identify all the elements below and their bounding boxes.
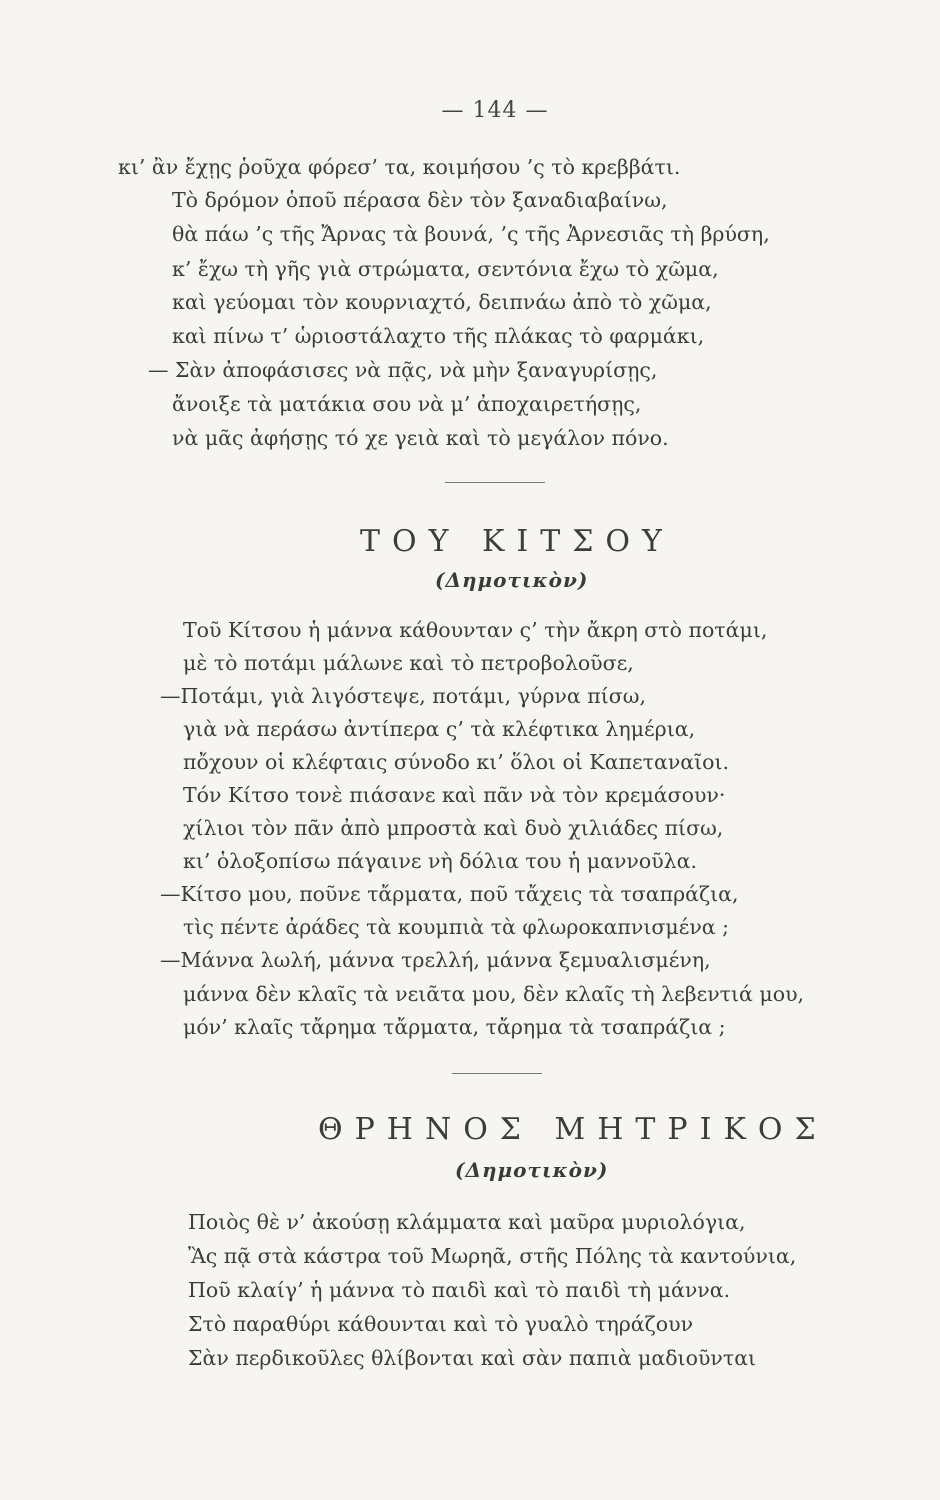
poem-line: κ’ ἔχω τὴ γῆς γιὰ στρώματα, σεντόνια ἔχω τὸ χῶμα, [172,257,719,281]
poem-line: νὰ μᾶς ἀφήσῃς τό χε γειὰ καὶ τὸ μεγάλον πόνο. [172,426,669,450]
poem-line: Σὰν περδικοῦλες θλίβονται καὶ σὰν παπιὰ μαδιοῦνται [188,1346,757,1370]
poem-line: Ποιὸς θὲ ν’ ἀκούσῃ κλάμματα καὶ μαῦρα μυριολόγια, [188,1210,746,1234]
section-subtitle: (Δημοτικὸν) [435,568,589,592]
poem-line: γιὰ νὰ περάσω ἀντίπερα ς’ τὰ κλέφτικα λημέρια, [183,717,696,741]
poem-line: —Ποτάμι, γιὰ λιγόστεψε, ποτάμι, γύρνα πίσω, [160,684,646,708]
poem-line: Στὸ παραθύρι κάθουνται καὶ τὸ γυαλὸ τηράζουν [188,1312,694,1336]
poem-line: χίλιοι τὸν πᾶν ἀπὸ μπροστὰ καὶ δυὸ χιλιάδες πίσω, [183,816,724,840]
poem-line: — Σὰν ἀποφάσισες νὰ πᾷς, νὰ μὴν ξαναγυρίσῃς, [148,358,658,382]
poem-line: κι’ ἂν ἔχῃς ῥοῦχα φόρεσ’ τα, κοιμήσου ’ς τὸ κρεββάτι. [118,155,681,179]
poem-line: —Μάννα λωλή, μάννα τρελλή, μάννα ξεμυαλισμένη, [160,948,711,972]
poem-line: μὲ τὸ ποτάμι μάλωνε καὶ τὸ πετροβολοῦσε, [183,651,634,675]
poem-line: θὰ πάω ’ς τῆς Ἄρνας τὰ βουνά, ’ς τῆς Ἀρνεσιᾶς τὴ βρύση, [172,222,770,246]
poem-line: Τὸ δρόμον ὁποῦ πέρασα δὲν τὸν ξαναδιαβαίνω, [172,188,668,212]
poem-line: ἄνοιξε τὰ ματάκια σου νὰ μ’ ἀποχαιρετήσῃς, [172,392,642,416]
poem-line: Ποῦ κλαίγ’ ἡ μάννα τὸ παιδὶ καὶ τὸ παιδὶ τὴ μάννα. [188,1278,731,1302]
poem-line: καὶ πίνω τ’ ὡριοστάλαχτο τῆς πλάκας τὸ φαρμάκι, [172,324,705,348]
poem-line: πὄχουν οἱ κλέφταις σύνοδο κι’ ὅλοι οἱ Καπεταναῖοι. [183,750,730,774]
section-subtitle: (Δημοτικὸν) [455,1158,609,1182]
poem-line: Τόν Κίτσο τονὲ πιάσανε καὶ πᾶν νὰ τὸν κρεμάσουν· [183,783,726,807]
page-number: — 144 — [441,98,549,123]
section-title: ΤΟΥ ΚΙΤΣΟΥ [360,524,674,559]
poem-line: —Κίτσο μου, ποῦνε τἄρματα, ποῦ τἄχεις τὰ τσαπράζια, [160,882,739,906]
poem-line: τὶς πέντε ἀράδες τὰ κουμπιὰ τὰ φλωροκαπνισμένα ; [183,915,730,939]
poem-line: μάννα δὲν κλαῖς τὰ νειᾶτα μου, δὲν κλαῖς τὴ λεβεντιά μου, [183,982,805,1006]
poem-line: Τοῦ Κίτσου ἡ μάννα κάθουνταν ς’ τὴν ἄκρη στὸ ποτάμι, [183,618,768,642]
poem-line: μόν’ κλαῖς τἄρημα τἄρματα, τἄρημα τὰ τσαπράζια ; [183,1015,726,1039]
poem-line: κι’ ὁλοξοπίσω πάγαινε νὴ δόλια του ἡ μαννοῦλα. [183,849,698,873]
poem-line: καὶ γεύομαι τὸν κουρνιαχτό, δειπνάω ἀπὸ τὸ χῶμα, [172,290,712,314]
poem-line: Ἂς πᾷ στὰ κάστρα τοῦ Μωρηᾶ, στῆς Πόλης τὰ καντούνια, [188,1244,797,1268]
section-divider [445,482,545,483]
section-title: ΘΡΗΝΟΣ ΜΗΤΡΙΚΟΣ [318,1112,828,1147]
section-divider [452,1073,542,1074]
